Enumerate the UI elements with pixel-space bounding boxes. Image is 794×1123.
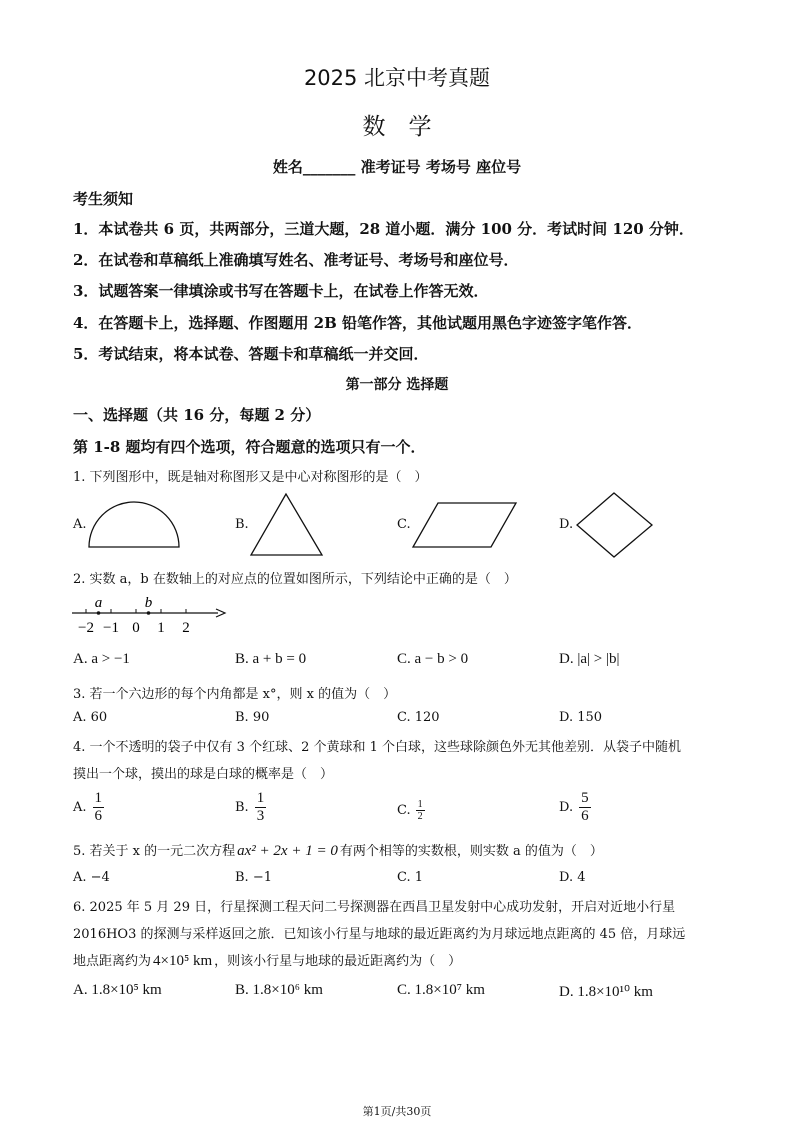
q1-option-b-label: B. [235,517,249,532]
q3-option-d: D. 150 [559,710,603,725]
notice-item: 5．考试结束，将本试卷、答题卡和草稿纸一并交回． [73,345,429,363]
quadratic-equation: ax² + 2x + 1 = 0 [237,843,338,859]
notice-item: 4．在答题卡上，选择题、作图题用 2B 铅笔作答，其他试题用黑色字迹签字笔作答． [73,314,643,332]
q5-option-b: B. −1 [235,870,272,885]
semicircle-figure [86,500,182,550]
parallelogram-figure [410,500,520,550]
number-line-tick-label: 2 [182,620,190,636]
question-4-stem-line2: 摸出一个球，摸出的球是白球的概率是（ ） [73,767,334,782]
exam-title: 2025 北京中考真题 [303,66,491,90]
section-heading: 一、选择题（共 16 分，每题 2 分） [73,406,321,424]
q6-option-d: D. 1.8×10¹⁰ km [559,984,653,1000]
point-a-label: a [94,595,103,611]
notice-heading: 考生须知 [73,190,134,208]
q1-option-a-label: A. [73,517,87,532]
q2-option-d: D. |a| > |b| [559,651,620,667]
notice-item: 1．本试卷共 6 页，共两部分，三道大题，28 道小题．满分 100 分．考试时间 120 分钟． [73,220,694,238]
q6-option-a: A. 1.8×10⁵ km [73,982,162,998]
q6-option-b: B. 1.8×10⁶ km [235,982,323,998]
q4-option-a: A. $\frac{1}{6}$ [73,790,103,824]
q2-option-c: C. a − b > 0 [397,651,469,667]
q5-option-c: C. 1 [397,870,424,885]
q4-option-d: D. $\frac{5}{6}$ [559,790,589,824]
question-4-stem-line1: 4. 一个不透明的袋子中仅有 3 个红球、2 个黄球和 1 个白球，这些球除颜色外无其他差别．从袋子中随机 [73,740,682,755]
q4-option-c: C. $\frac{1}{2}$ [397,799,423,822]
q1-option-d-label: D. [559,517,574,532]
q3-option-b: B. 90 [235,710,270,725]
subject-title: 数 学 [362,114,432,140]
fraction: $\frac{1}{3}$ [256,790,265,824]
fraction: $\frac{1}{2}$ [417,799,423,822]
point-b-dot [147,611,151,615]
fraction: $\frac{5}{6}$ [581,790,589,824]
question-2-stem: 2. 实数 a，b 在数轴上的对应点的位置如图所示，下列结论中正确的是（ ） [73,572,517,587]
part-title: 第一部分 选择题 [345,377,449,393]
triangle-figure [248,492,328,558]
q6-option-c: C. 1.8×10⁷ km [397,982,485,998]
number-line-tick-label: 0 [132,620,140,636]
question-6-stem-line2: 2016HO3 的探测与采样返回之旅．已知该小行星与地球的最近距离约为月球远地点距离的 45 倍，月球远 [73,927,686,942]
number-line-tick-label: −1 [103,620,119,636]
number-line-tick-label: 1 [157,620,165,636]
q2-option-b: B. a + b = 0 [235,651,307,667]
point-a-dot [97,611,101,615]
point-b-label: b [144,595,153,611]
fraction: $\frac{1}{6}$ [94,790,103,824]
q3-option-c: C. 120 [397,710,440,725]
question-6-stem-line1: 6. 2025 年 5 月 29 日，行星探测工程天问二号探测器在西昌卫星发射中心成功发射，开启对近地小行星 [73,900,676,915]
page-number: 第1页/共30页 [362,1105,432,1118]
rhombus-figure [574,490,656,560]
number-line-tick-label: −2 [78,620,94,636]
question-3-stem: 3. 若一个六边形的每个内角都是 x°，则 x 的值为（ ） [73,687,397,702]
notice-item: 3．试题答案一律填涂或书写在答题卡上，在试卷上作答无效． [73,282,489,300]
moon-distance: 4×10⁵ km [153,953,213,969]
q4-option-b: B. $\frac{1}{3}$ [235,790,265,824]
q3-option-a: A. 60 [73,710,108,725]
candidate-info-line: 姓名_______ 准考证号 考场号 座位号 [272,158,522,176]
q5-option-d: D. 4 [559,870,586,885]
q5-option-a: A. −4 [73,870,110,885]
section-instruction: 第 1-8 题均有四个选项，符合题意的选项只有一个． [73,438,426,456]
question-5-stem: 5. 若关于 x 的一元二次方程 ax² + 2x + 1 = 0 有两个相等的实数根，则实数 a 的值为（ ） [73,843,603,859]
q1-option-c-label: C. [397,517,411,532]
number-line-figure [70,590,230,640]
question-6-stem-line3: 地点距离约为 4×10⁵ km ，则该小行星与地球的最近距离约为（ ） [73,953,462,969]
notice-item: 2．在试卷和草稿纸上准确填写姓名、准考证号、考场号和座位号． [73,251,519,269]
question-1-stem: 1. 下列图形中，既是轴对称图形又是中心对称图形的是（ ） [73,470,428,485]
q2-option-a: A. a > −1 [73,651,130,667]
